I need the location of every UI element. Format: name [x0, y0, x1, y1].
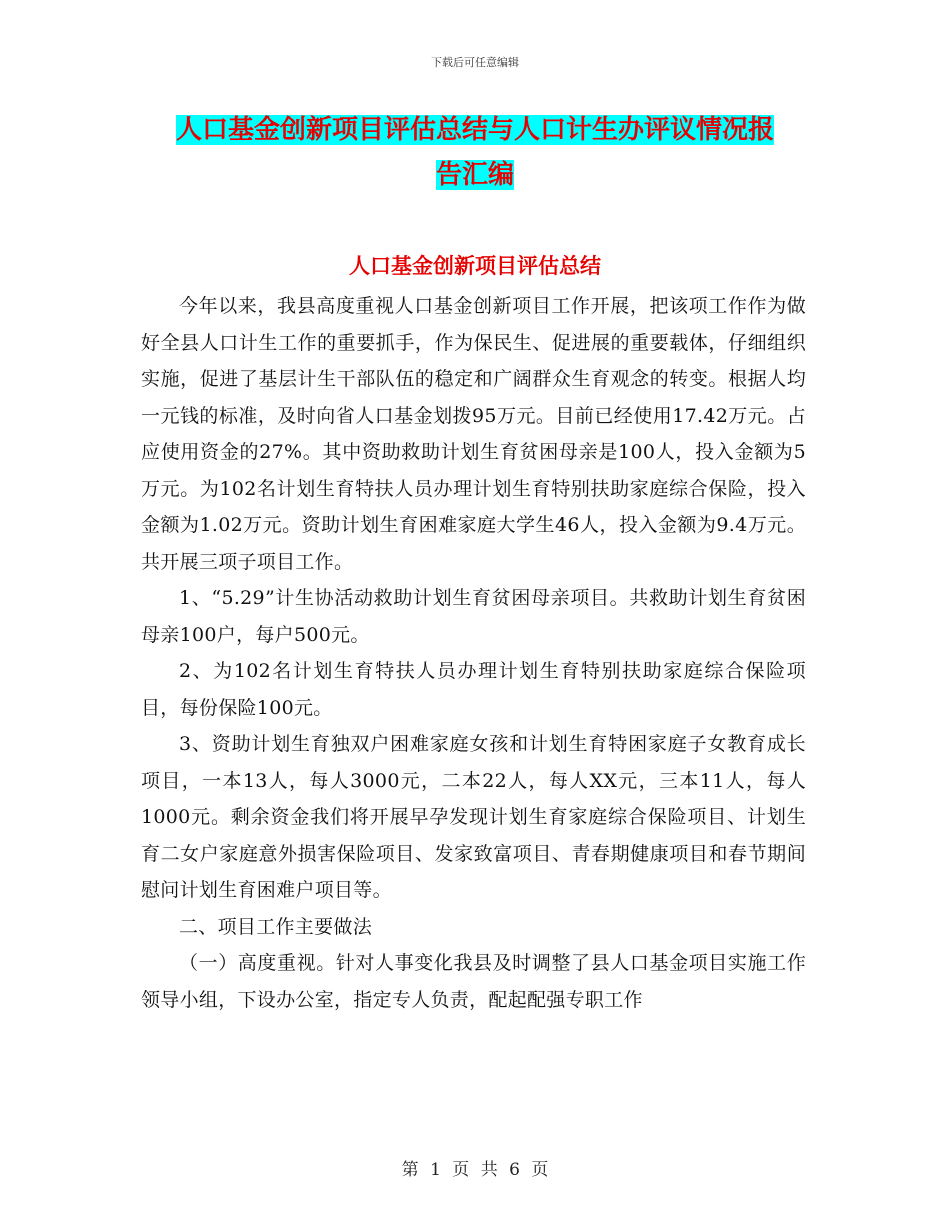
- paragraph: （一）高度重视。针对人事变化我县及时调整了县人口基金项目实施工作领导小组，下设办公室，指定专人负责，配起配强专职工作: [141, 952, 806, 1011]
- paragraph: 1、“5.29”计生协活动救助计划生育贫困母亲项目。共救助计划生育贫困母亲100户，每户500元。: [141, 587, 806, 646]
- title-line-2: 告汇编: [435, 160, 514, 190]
- paragraph: 2、为102名计划生育特扶人员办理计划生育特别扶助家庭综合保险项目，每份保险100元。: [141, 660, 806, 719]
- header-note: 下载后可任意编辑: [431, 56, 519, 69]
- paragraph: 二、项目工作主要做法: [179, 915, 373, 938]
- section-title: 人口基金创新项目评估总结: [349, 253, 601, 278]
- page-footer: 第 1 页 共 6 页: [401, 1160, 549, 1180]
- paragraph: 今年以来，我县高度重视人口基金创新项目工作开展，把该项工作作为做好全县人口计生工作的重要抓手，作为保民生、促进展的重要载体，仔细组织实施，促进了基层计生干部队伍的稳定和广阔群众生育观念的转变。根据人均一元钱的标准，及时向省人口基金划拨95万元。目前已经使用17.42万元。占应使用资金的27%。其中资助救助计划生育贫困母亲是100人，投入金额为5万元。为102名计划生育特扶人员办理计划生育特别扶助家庭综合保险，投入金额为1.02万元。资助计划生育困难家庭大学生46人，投入金额为9.4万元。共开展三项子项目工作。: [141, 295, 806, 573]
- title-line-1: 人口基金创新项目评估总结与人口计生办评议情况报: [175, 115, 774, 145]
- paragraph: 3、资助计划生育独双户困难家庭女孩和计划生育特困家庭子女教育成长项目，一本13人，每人3000元，二本22人，每人XX元，三本11人，每人1000元。剩余资金我们将开展早孕发现计划生育家庭综合保险项目、计划生育二女户家庭意外损害保险项目、发家致富项目、青春期健康项目和春节期间慰问计划生育困难户项目等。: [141, 733, 806, 901]
- document-body: [141, 288, 806, 1018]
- document-title: [140, 108, 810, 198]
